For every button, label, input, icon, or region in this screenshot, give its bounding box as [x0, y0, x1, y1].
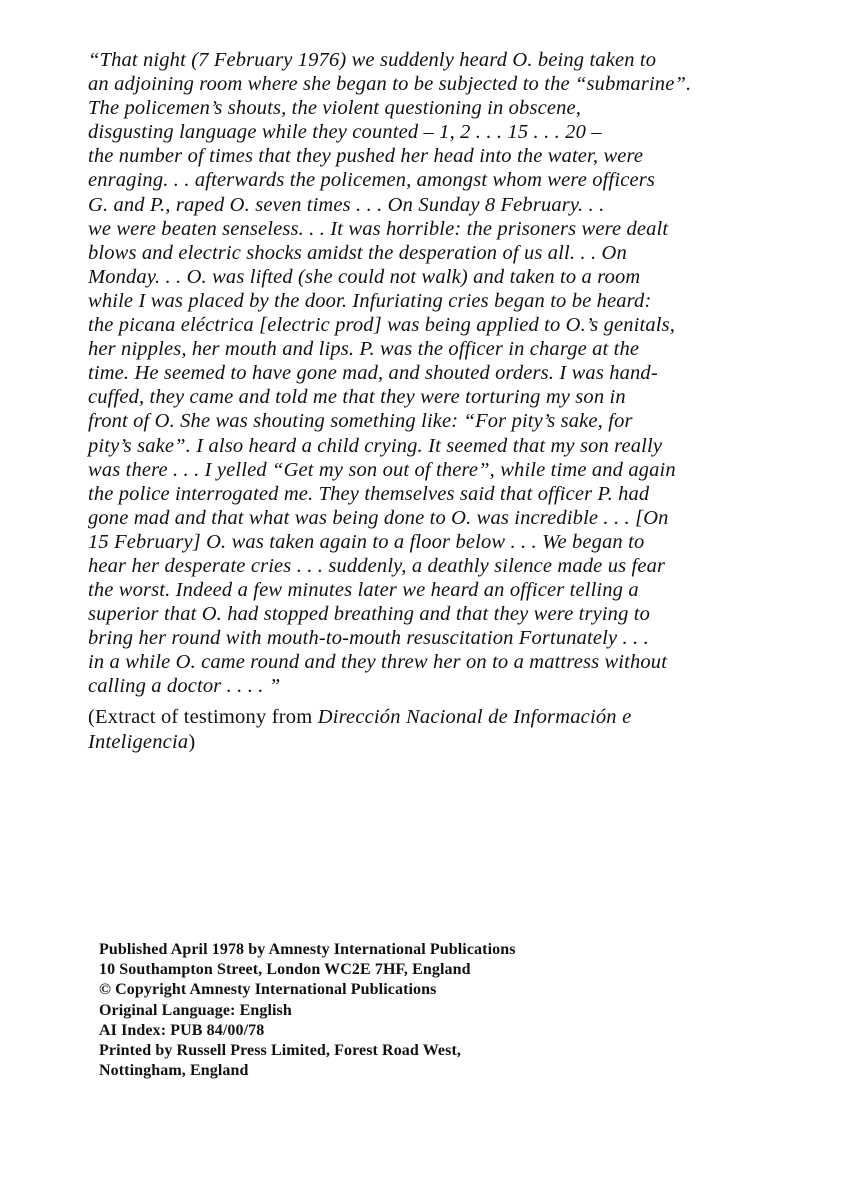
- colophon-language: Original Language: English: [99, 1001, 292, 1019]
- testimony-quote: [88, 48, 768, 699]
- source-line-2: [88, 730, 768, 755]
- colophon-ai-index: AI Index: PUB 84/00/78: [99, 1021, 265, 1039]
- testimony-line: blows and electric shocks amidst the desperation of us all. . . On: [88, 241, 627, 264]
- source-prefix: (Extract of testimony from: [88, 706, 318, 728]
- testimony-line: “That night (7 February 1976) we suddenly heard O. being taken to: [88, 49, 657, 71]
- testimony-line: her nipples, her mouth and lips. P. was the officer in charge at the: [88, 338, 640, 361]
- testimony-line: in a while O. came round and they threw her on to a mattress without: [88, 651, 668, 674]
- testimony-line: we were beaten senseless. . . It was horrible: the prisoners were dealt: [88, 217, 669, 240]
- source-line-1: [88, 705, 768, 730]
- testimony-line: the worst. Indeed a few minutes later we heard an officer telling a: [88, 579, 639, 602]
- testimony-line: Monday. . . O. was lifted (she could not walk) and taken to a room: [88, 265, 641, 288]
- testimony-line: time. He seemed to have gone mad, and shouted orders. I was hand-: [88, 362, 658, 385]
- publication-colophon: [99, 940, 699, 1081]
- testimony-line: cuffed, they came and told me that they were torturing my son in: [88, 386, 626, 409]
- testimony-line: the picana eléctrica [electric prod] was being applied to O.’s genitals,: [88, 314, 675, 337]
- testimony-line: front of O. She was shouting something like: “For pity’s sake, for: [88, 410, 633, 433]
- testimony-line: calling a doctor . . . . ”: [88, 675, 281, 698]
- testimony-line: while I was placed by the door. Infuriating cries began to be heard:: [88, 289, 652, 312]
- testimony-line: an adjoining room where she began to be subjected to the “submarine”.: [88, 73, 692, 96]
- colophon-address: 10 Southampton Street, London WC2E 7HF, England: [99, 961, 471, 979]
- testimony-line: pity’s sake”. I also heard a child crying. It seemed that my son really: [88, 434, 663, 457]
- testimony-line: was there . . . I yelled “Get my son out of there”, while time and again: [88, 458, 676, 481]
- testimony-line: 15 February] O. was taken again to a floor below . . . We began to: [88, 530, 645, 553]
- testimony-line: disgusting language while they counted – 1, 2 . . . 15 . . . 20 –: [88, 121, 602, 144]
- source-citation: [88, 705, 768, 754]
- source-organization-part-1: Dirección Nacional de Información e: [317, 706, 632, 728]
- testimony-line: bring her round with mouth-to-mouth resuscitation Fortunately . . .: [88, 627, 649, 650]
- source-organization-part-2: Inteligencia: [88, 730, 189, 753]
- testimony-line: hear her desperate cries . . . suddenly, a deathly silence made us fear: [88, 554, 666, 577]
- testimony-line: superior that O. had stopped breathing and that they were trying to: [88, 603, 650, 626]
- testimony-line: enraging. . . afterwards the policemen, amongst whom were officers: [88, 169, 655, 192]
- colophon-copyright: © Copyright Amnesty International Publications: [99, 981, 437, 999]
- testimony-line: gone mad and that what was being done to O. was incredible . . . [On: [88, 506, 669, 529]
- colophon-printer: Printed by Russell Press Limited, Forest Road West,: [99, 1042, 461, 1060]
- colophon-published: Published April 1978 by Amnesty International Publications: [99, 941, 516, 958]
- source-suffix: ): [188, 730, 196, 753]
- testimony-line: the number of times that they pushed her head into the water, were: [88, 145, 644, 168]
- testimony-line: the police interrogated me. They themselves said that officer P. had: [88, 482, 650, 505]
- testimony-line: The policemen’s shouts, the violent questioning in obscene,: [88, 97, 581, 120]
- testimony-line: G. and P., raped O. seven times . . . On Sunday 8 February. . .: [88, 193, 605, 216]
- colophon-printer-location: Nottingham, England: [99, 1062, 249, 1080]
